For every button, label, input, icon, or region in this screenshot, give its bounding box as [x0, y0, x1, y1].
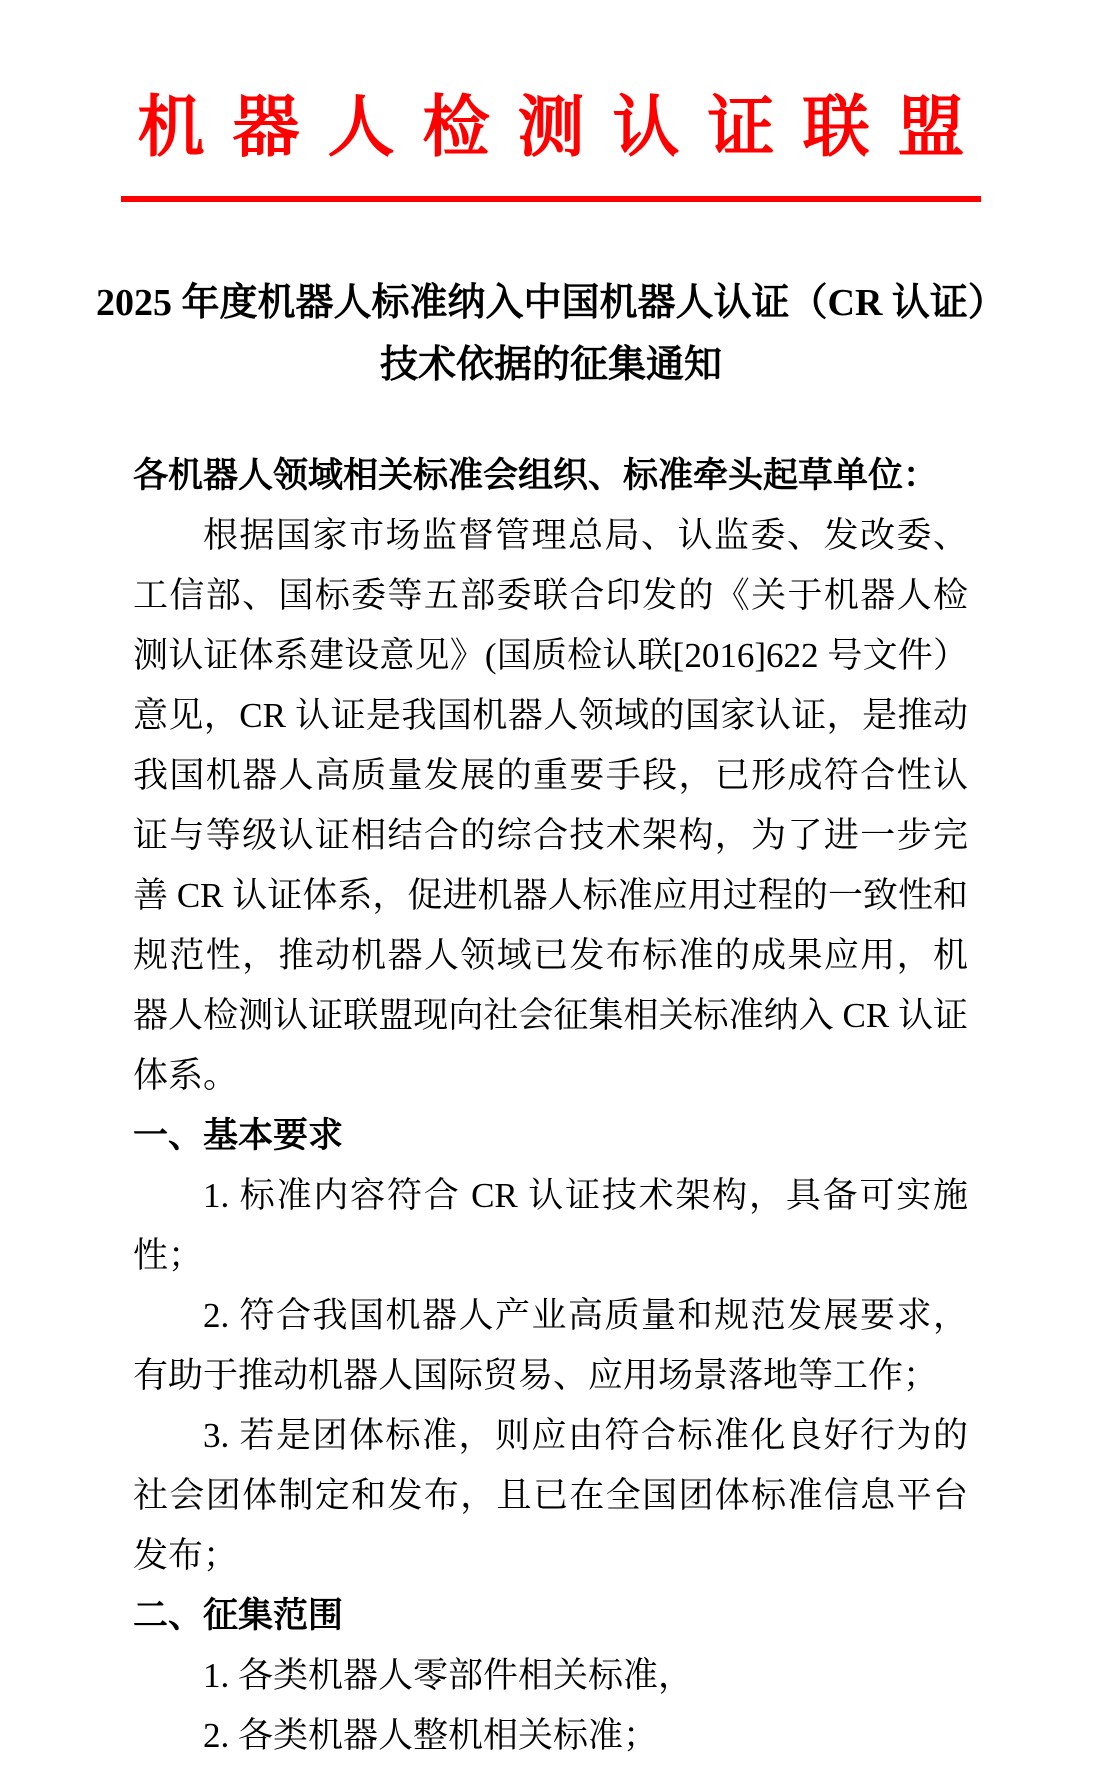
- letterhead: [0, 0, 1102, 202]
- salutation-line: 各机器人领域相关标准会组织、标准牵头起草单位：: [133, 456, 939, 495]
- section1-item-1: 1. 标准内容符合 CR 认证技术架构，具备可实施性；: [133, 1176, 968, 1275]
- header-divider: [121, 196, 981, 202]
- notice-title-line2: 技术依据的征集通知: [379, 344, 722, 386]
- section2-item-2: 2. 各类机器人整机相关标准；: [203, 1716, 659, 1755]
- section1-item-3: 3. 若是团体标准，则应由符合标准化良好行为的社会团体制定和发布，且已在全国团体标准信息平台发布；: [133, 1416, 968, 1575]
- notice-title-line1: 2025 年度机器人标准纳入中国机器人认证（CR 认证）: [96, 282, 1006, 324]
- section1-item-2: 2. 符合我国机器人产业高质量和规范发展要求，有助于推动机器人国际贸易、应用场景落地等工作；: [133, 1296, 968, 1395]
- section1-heading: 一、基本要求: [133, 1116, 344, 1155]
- notice-body: [133, 446, 968, 1766]
- section2-heading: 二、征集范围: [133, 1596, 344, 1635]
- intro-paragraph: 根据国家市场监督管理总局、认监委、发改委、工信部、国标委等五部委联合印发的《关于机器人检测认证体系建设意见》(国质检认联[2016]622 号文件）意见，CR 认证是我国机器人领域的国家认证，是推动我国机器人高质量发展的重要手段，已形成符合性认证与等级认证相结合的综合技术架构，为了进一步完善 CR 认证体系，促进机器人标准应用过程的一致性和规范性，推动机器人领域已发布标准的成果应用，机器人检测认证联盟现向社会征集相关标准纳入 CR 认证体系。: [133, 516, 968, 1095]
- org-title: 机器人检测认证联盟: [137, 90, 993, 165]
- notice-title: [0, 272, 1102, 396]
- section2-item-1: 1. 各类机器人零部件相关标准，: [203, 1656, 694, 1695]
